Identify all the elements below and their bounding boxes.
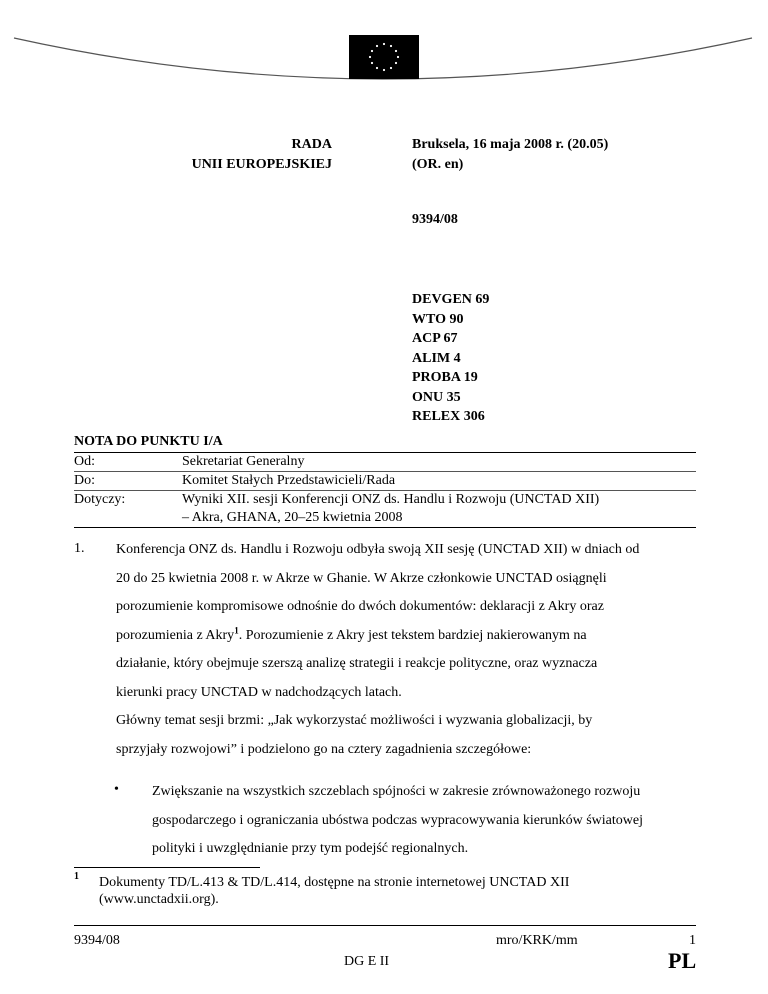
paragraph-1 (116, 536, 701, 707)
code-item: ACP 67 (412, 331, 458, 346)
eu-flag-icon (349, 35, 419, 79)
footnote-ref: 1 (234, 624, 239, 635)
bullet-line: Zwiększanie na wszystkich szczeblach spójności w zakresie zrównoważonego rozwoju (152, 784, 641, 799)
place-date: Bruksela, 16 maja 2008 r. (20.05) (412, 137, 609, 152)
paragraph-line: Konferencja ONZ ds. Handlu i Rozwoju odbyła swoją XII sesję (UNCTAD XII) w dniach od (116, 542, 640, 557)
text-run: porozumienia z Akry (116, 627, 235, 643)
language-code: PL (668, 948, 697, 973)
to-value: Komitet Stałych Przedstawicieli/Rada (182, 473, 396, 488)
classification-codes (412, 290, 489, 427)
footer-divider (74, 925, 696, 926)
footnote-line: (www.unctadxii.org). (99, 892, 219, 907)
paragraph-line: Główny temat sesji brzmi: „Jak wykorzystać możliwości i wyzwania globalizacji, by (116, 713, 593, 728)
footer-dg: DG E II (344, 954, 390, 969)
paragraph-2 (116, 707, 701, 764)
document-number: 9394/08 (412, 212, 458, 227)
code-item: ALIM 4 (412, 350, 461, 366)
code-item: ONU 35 (412, 389, 461, 405)
to-label: Do: (74, 473, 95, 488)
text-run: . Porozumienie z Akry jest tekstem bardziej nakierowanym na (238, 627, 587, 643)
paragraph-line: porozumienie kompromisowe odnośnie do dwóch dokumentów: deklaracji z Akry oraz (116, 599, 604, 614)
council-name (150, 135, 332, 175)
divider (74, 527, 696, 528)
bullet-icon: • (114, 782, 119, 797)
footnote-separator (74, 867, 260, 868)
paragraph-number: 1. (74, 541, 85, 556)
paragraph-line: kierunki pracy UNCTAD w nadchodzących latach. (116, 684, 402, 700)
code-item: PROBA 19 (412, 370, 478, 385)
bullet-item (152, 778, 702, 864)
paragraph-line: sprzyjały rozwojowi” i podzielono go na cztery zagadnienia szczegółowe: (116, 741, 532, 757)
footnote-text (99, 874, 659, 908)
council-line2: UNII EUROPEJSKIEJ (191, 157, 332, 172)
from-value: Sekretariat Generalny (182, 454, 305, 469)
note-title: NOTA DO PUNKTU I/A (74, 434, 223, 449)
subject-value-line2: – Akra, GHANA, 20–25 kwietnia 2008 (182, 510, 403, 525)
code-item: DEVGEN 69 (412, 292, 490, 307)
footnote-line: Dokumenty TD/L.413 & TD/L.414, dostępne na stronie internetowej UNCTAD XII (99, 875, 570, 890)
original-language: (OR. en) (412, 157, 464, 172)
place-date-block (412, 135, 608, 175)
code-item: RELEX 306 (412, 409, 485, 424)
from-label: Od: (74, 454, 95, 469)
paragraph-line (116, 622, 701, 651)
subject-label: Dotyczy: (74, 492, 126, 507)
footer-doc-number: 9394/08 (74, 933, 120, 948)
council-line1: RADA (291, 137, 332, 152)
footnote-mark: 1 (74, 871, 79, 882)
bullet-line: gospodarczego i ograniczania ubóstwa podczas wypracowywania kierunków światowej (152, 812, 643, 828)
code-item: WTO 90 (412, 311, 464, 327)
paragraph-line: działanie, który obejmuje szerszą analizę strategii i reakcje polityczne, oraz wyznacza (116, 656, 598, 671)
page-number: 1 (689, 933, 696, 948)
divider (74, 452, 696, 453)
subject-value: Wyniki XII. sesji Konferencji ONZ ds. Handlu i Rozwoju (UNCTAD XII) (182, 492, 600, 507)
footer-initials: mro/KRK/mm (496, 933, 578, 948)
paragraph-line: 20 do 25 kwietnia 2008 r. w Akrze w Ghanie. W Akrze członkowie UNCTAD osiągnęli (116, 570, 607, 586)
bullet-line: polityki i uwzględnianie przy tym podejść regionalnych. (152, 841, 469, 856)
